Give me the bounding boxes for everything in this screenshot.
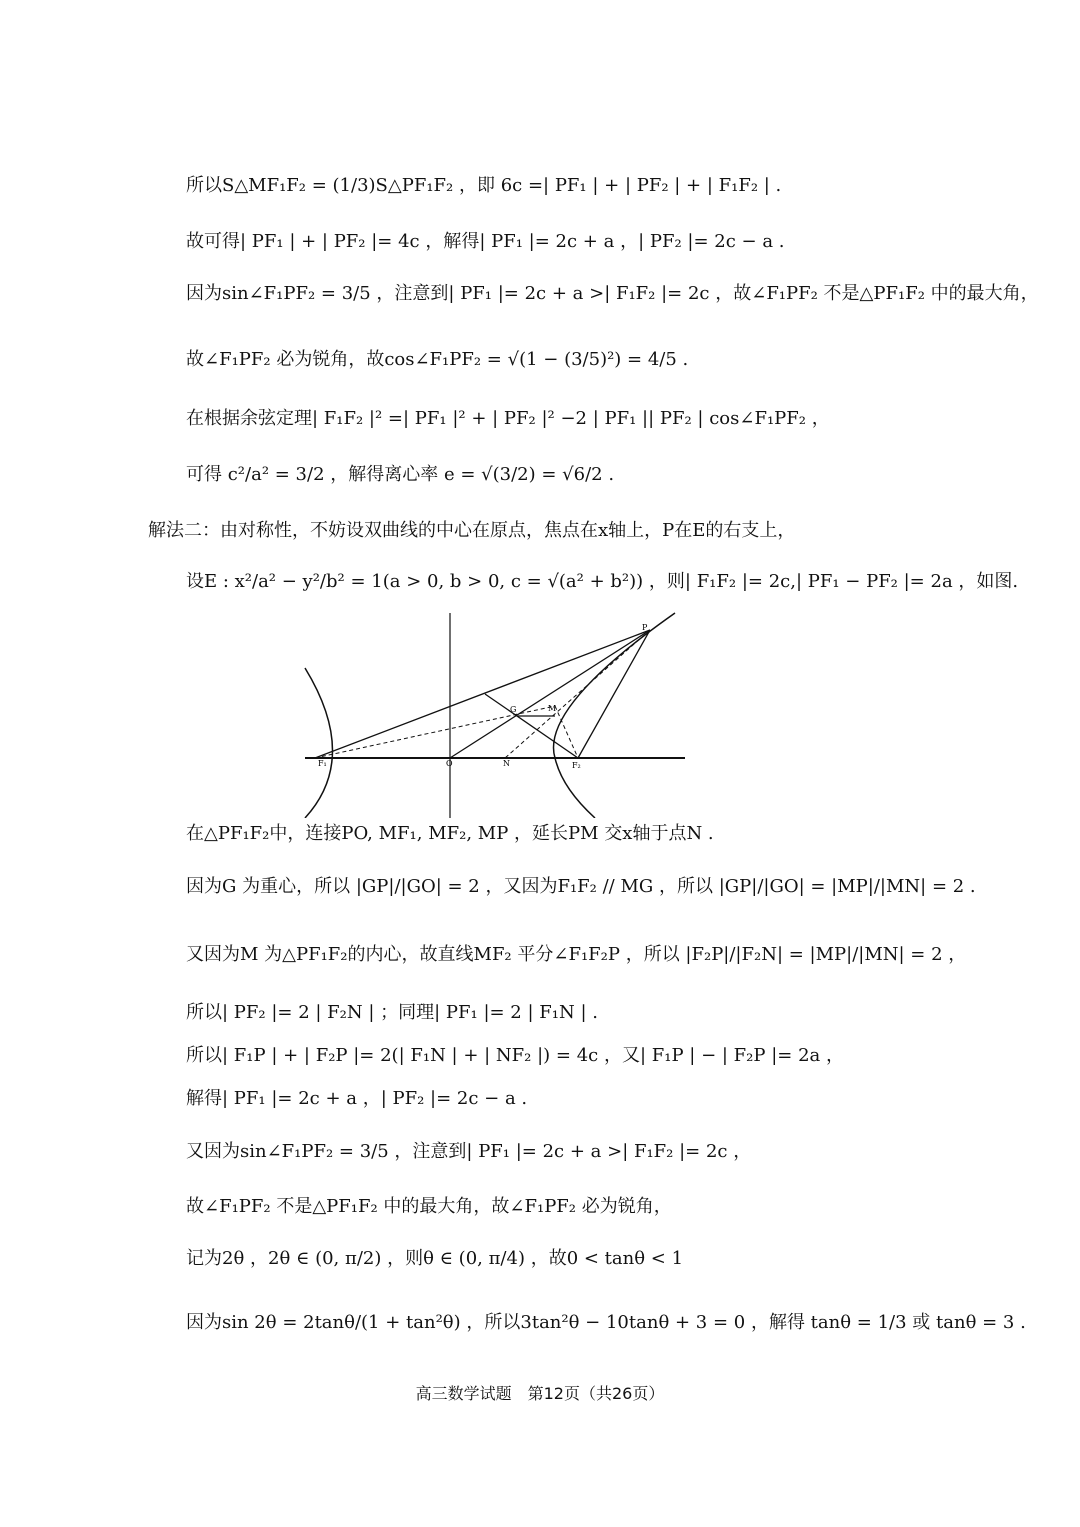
text-line-1: 所以S△MF₁F₂ = (1/3)S△PF₁F₂ ，即 6c =| PF₁ | + | PF₂ | + | F₁F₂ | .: [186, 175, 782, 196]
text-line-16: 故∠F₁PF₂ 不是△PF₁F₂ 中的最大角，故∠F₁PF₂ 必为锐角，: [186, 1196, 672, 1217]
label-N: N: [503, 759, 510, 768]
text-line-11: 又因为M 为△PF₁F₂的内心，故直线MF₂ 平分∠F₁F₂P ，所以 |F₂P|/|F₂N| = |MP|/|MN| = 2 ，: [186, 944, 967, 965]
label-M: M: [548, 704, 557, 713]
label-P: P: [642, 623, 648, 632]
segment-F2P: [578, 630, 650, 758]
text-line-6: 可得 c²/a² = 3/2 ，解得离心率 e = √(3/2) = √6/2 .: [186, 464, 615, 485]
label-G: G: [510, 705, 517, 714]
text-line-18: 因为sin 2θ = 2tanθ/(1 + tan²θ) ，所以3tan²θ − 10tanθ + 3 = 0 ，解得 tanθ = 1/3 或 tanθ = 3 .: [186, 1312, 1026, 1333]
label-F2: F₂: [572, 761, 581, 770]
text-line-2: 故可得| PF₁ | + | PF₂ |= 4c ，解得| PF₁ |= 2c + a ，| PF₂ |= 2c − a .: [186, 231, 785, 252]
text-line-4: 故∠F₁PF₂ 必为锐角，故cos∠F₁PF₂ = √(1 − (3/5)²) = 4/5 .: [186, 349, 689, 370]
hyperbola-left-branch: [305, 668, 333, 818]
segment-F1P: [315, 630, 650, 758]
text-line-14: 解得| PF₁ |= 2c + a ，| PF₂ |= 2c − a .: [186, 1088, 528, 1109]
label-F1: F₁: [318, 759, 327, 768]
text-line-3: 因为sin∠F₁PF₂ = 3/5 ，注意到| PF₁ |= 2c + a >| F₁F₂ |= 2c ，故∠F₁PF₂ 不是△PF₁F₂ 中的最大角，: [186, 283, 1039, 304]
text-line-12: 所以| PF₂ |= 2 | F₂N | ；同理| PF₁ |= 2 | F₁N | .: [186, 1002, 598, 1023]
text-line-15: 又因为sin∠F₁PF₂ = 3/5 ，注意到| PF₁ |= 2c + a >| F₁F₂ |= 2c ，: [186, 1141, 752, 1162]
text-line-13: 所以| F₁P | + | F₂P |= 2(| F₁N | + | NF₂ |) = 4c ，又| F₁P | − | F₂P |= 2a ，: [186, 1045, 844, 1066]
text-line-17: 记为2θ ，2θ ∈ (0, π/2) ，则θ ∈ (0, π/4) ，故0 < tanθ < 1: [186, 1248, 684, 1269]
text-line-7: 解法二：由对称性，不妨设双曲线的中心在原点，焦点在x轴上，P在E的右支上，: [148, 520, 796, 541]
text-line-5: 在根据余弦定理| F₁F₂ |² =| PF₁ |² + | PF₂ |² −2 | PF₁ || PF₂ | cos∠F₁PF₂ ，: [186, 408, 830, 429]
text-line-9: 在△PF₁F₂中，连接PO, MF₁, MF₂, MP ，延长PM 交x轴于点N .: [186, 823, 714, 844]
hyperbola-figure: [300, 608, 690, 818]
segment-PN: [505, 630, 650, 758]
label-O: O: [446, 759, 453, 768]
text-line-10: 因为G 为重心，所以 |GP|/|GO| = 2 ，又因为F₁F₂ // MG ，所以 |GP|/|GO| = |MP|/|MN| = 2 .: [186, 876, 976, 897]
text-line-8: 设E : x²/a² − y²/b² = 1(a > 0, b > 0, c = √(a² + b²)) ，则| F₁F₂ |= 2c,| PF₁ − PF₂ |= 2a ，如图.: [186, 571, 1019, 592]
page-footer: 高三数学试题 第12页（共26页）: [415, 1384, 665, 1403]
